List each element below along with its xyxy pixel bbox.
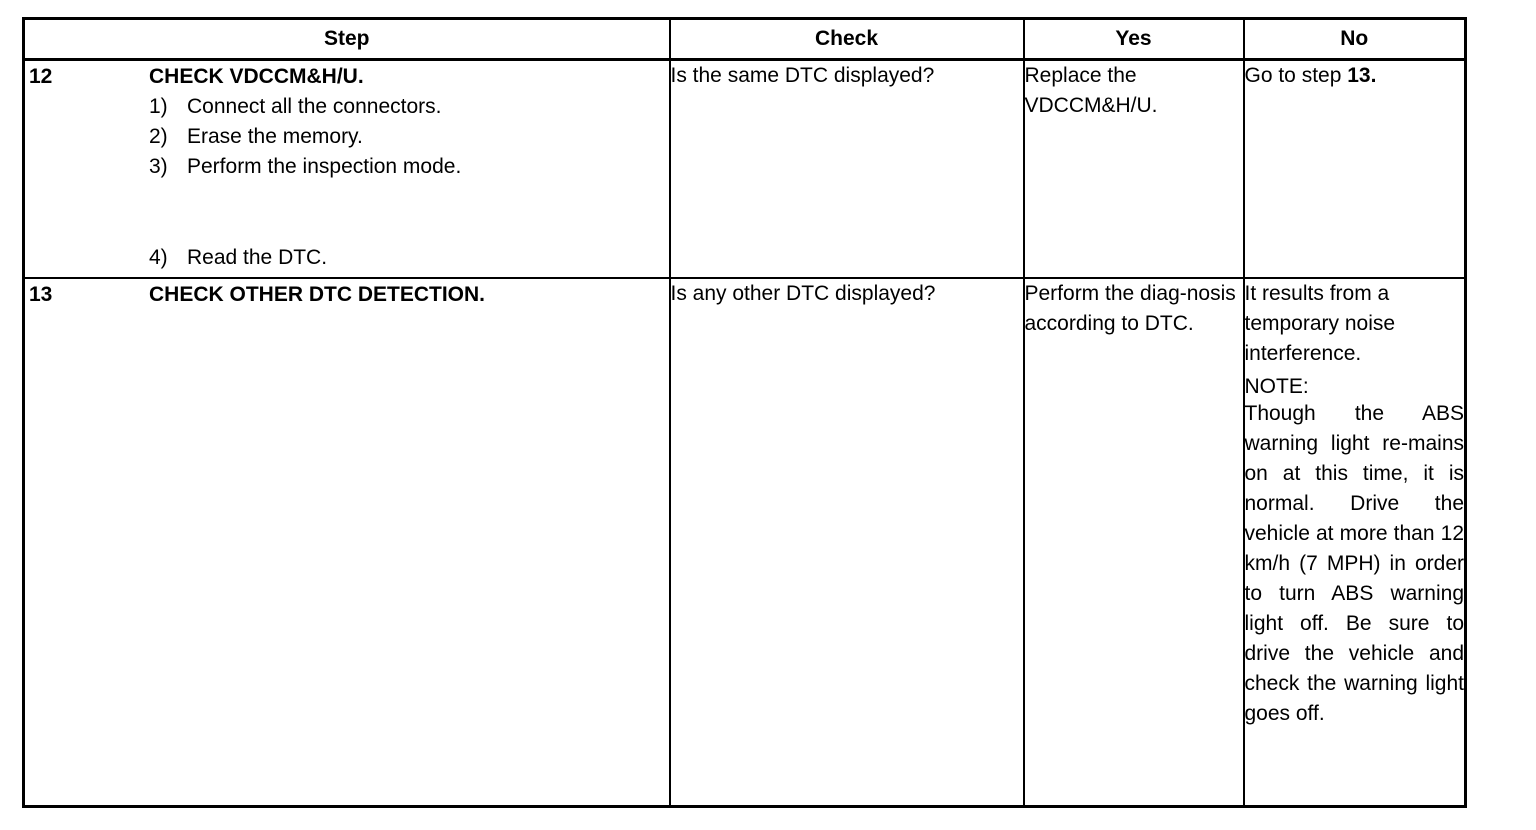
header-check: Check — [670, 19, 1024, 60]
yes-cell: Replace the VDCCM&H/U. — [1024, 60, 1244, 279]
check-cell: Is the same DTC displayed? — [670, 60, 1024, 279]
table-row — [24, 278, 1466, 807]
no-result-text: It results from a temporary noise interference. — [1244, 282, 1396, 365]
note-label: NOTE: — [1244, 375, 1309, 398]
substep: 2) Erase the memory. — [149, 125, 363, 148]
substep: 1) Connect all the connectors. — [149, 95, 442, 118]
step-cell — [24, 278, 670, 807]
step-cell — [24, 60, 670, 279]
substep: 4) Read the DTC. — [149, 246, 328, 269]
step-reference: 13. — [1347, 64, 1377, 87]
step-number: 13 — [29, 283, 53, 306]
header-row — [24, 19, 1466, 60]
no-cell: Go to step 13. — [1244, 60, 1466, 279]
table-row — [24, 60, 1466, 279]
no-cell — [1244, 278, 1466, 807]
note-text: Though the ABS warning light re-mains on at this time, it is normal. Drive the vehicle at more than 12 km/h (7 MPH) in order to turn ABS warning light off. Be sure to drive the vehicle and check the warning light goes off. — [1244, 402, 1464, 725]
step-number: 12 — [29, 65, 53, 88]
header-yes: Yes — [1024, 19, 1244, 60]
header-step: Step — [24, 19, 670, 60]
step-title: CHECK OTHER DTC DETECTION. — [149, 283, 485, 306]
check-cell: Is any other DTC displayed? — [670, 278, 1024, 807]
header-no: No — [1244, 19, 1466, 60]
diagnostic-table — [22, 17, 1467, 808]
step-title: CHECK VDCCM&H/U. — [149, 65, 364, 88]
yes-cell: Perform the diag-nosis according to DTC. — [1024, 278, 1244, 807]
substep: 3) Perform the inspection mode. — [149, 155, 462, 178]
